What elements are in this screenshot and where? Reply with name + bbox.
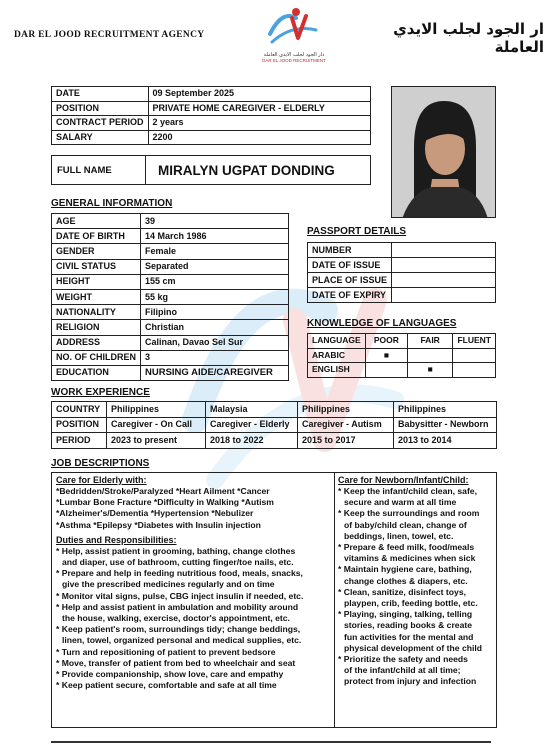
condition-line: *Alzheimer's/Dementia *Hypertension *Nebulizer	[56, 508, 254, 519]
newborn-duty-line: beddings, linen, towel, etc.	[344, 530, 454, 541]
candidate-photo	[391, 86, 496, 218]
children-value: 3	[141, 350, 289, 365]
table-row	[52, 214, 289, 229]
agency-name-english: DAR EL JOOD RECRUITMENT AGENCY	[14, 30, 205, 40]
portrait-icon	[392, 87, 496, 218]
religion-label: RELIGION	[52, 320, 141, 335]
country-value: Philippines	[298, 402, 394, 418]
newborn-duty-line: change clothes & diapers, etc.	[344, 575, 468, 586]
date-of-expiry-label: DATE OF EXPIRY	[308, 288, 392, 303]
contract-period-value: 2 years	[148, 116, 371, 131]
table-row	[52, 101, 371, 116]
age-value: 39	[141, 214, 289, 229]
contract-period-label: CONTRACT PERIOD	[52, 116, 149, 131]
duty-line: * Help and assist patient in ambulation and mobility around	[56, 601, 299, 612]
nationality-value: Filipino	[141, 305, 289, 320]
language-name: ARABIC	[308, 348, 366, 363]
newborn-duty-line: protect from injury and infection	[344, 676, 477, 687]
salary-label: SALARY	[52, 130, 149, 145]
position-label: POSITION	[52, 417, 107, 433]
duty-line: * Keep patient secure, comfortable and safe at all time	[56, 680, 277, 691]
table-row	[52, 87, 371, 102]
duty-line: * Prepare and help in feeding nutritious food, meals, snacks,	[56, 568, 303, 579]
duty-line: * Help, assist patient in grooming, bathing, change clothes	[56, 545, 296, 556]
poor-header: POOR	[365, 334, 407, 349]
table-row	[308, 288, 496, 303]
table-row	[308, 258, 496, 273]
work-experience-title: WORK EXPERIENCE	[51, 387, 150, 398]
general-information-title: GENERAL INFORMATION	[51, 198, 173, 209]
passport-number-value	[392, 243, 496, 258]
table-row	[52, 289, 289, 304]
date-of-issue-value	[392, 258, 496, 273]
poor-mark	[365, 363, 407, 378]
period-label: PERIOD	[52, 433, 107, 449]
newborn-duty-line: physical development of the child	[344, 642, 483, 653]
position-label: POSITION	[52, 101, 149, 116]
duty-line: * Keep patient's room, surroundings tidy; change beddings,	[56, 624, 301, 635]
passport-details-table	[307, 242, 496, 303]
table-row	[52, 350, 289, 365]
logo-mark-icon	[262, 4, 326, 52]
newborn-duty-line: of baby/child clean, change of	[344, 519, 467, 530]
newborn-duty-line: * Maintain hygiene care, bathing,	[338, 564, 472, 575]
language-header: LANGUAGE	[308, 334, 366, 349]
elderly-care-heading: Care for Elderly with:	[56, 475, 147, 485]
condition-line: *Lumbar Bone Fracture *Difficulty in Walking *Autism	[56, 497, 274, 508]
newborn-duty-line: playpen, crib, feeding bottle, etc.	[344, 598, 478, 609]
duties-heading: Duties and Responsibilities:	[56, 534, 177, 545]
newborn-care-heading: Care for Newborn/Infant/Child:	[338, 475, 469, 485]
place-of-issue-label: PLACE OF ISSUE	[308, 273, 392, 288]
table-row	[52, 229, 289, 244]
newborn-duty-line: of the infant/child at all time;	[344, 665, 461, 676]
table-row	[52, 433, 497, 449]
table-header-row	[308, 334, 496, 349]
date-of-expiry-value	[392, 288, 496, 303]
languages-title: KNOWLEDGE OF LANGUAGES	[307, 318, 457, 329]
column-divider	[334, 472, 335, 728]
newborn-care-column	[338, 474, 496, 688]
newborn-duty-line: * Keep the infant/child clean, safe,	[338, 486, 477, 496]
duty-line: * Provide companionship, show love, care and empathy	[56, 669, 284, 680]
fair-header: FAIR	[407, 334, 453, 349]
table-row	[52, 402, 497, 418]
duty-line: * Move, transfer of patient from bed to wheelchair and seat	[56, 657, 296, 668]
duty-line: linen, towel, organized personal and medical supplies, etc.	[62, 635, 302, 646]
period-value: 2023 to present	[107, 433, 206, 449]
newborn-duty-line: * Playing, singing, talking, telling	[338, 609, 473, 620]
newborn-duty-line: secure and warm at all time	[344, 497, 457, 508]
table-row	[52, 320, 289, 335]
position-value: Caregiver - Elderly	[206, 417, 298, 433]
position-value: PRIVATE HOME CAREGIVER - ELDERLY	[148, 101, 371, 116]
salary-value: 2200	[148, 130, 371, 145]
duty-line: * Turn and repositioning of patient to prevent bedsore	[56, 646, 276, 657]
duty-line: and diaper, use of bathroom, cutting finger/toe nails, etc.	[62, 557, 294, 568]
agency-name-arabic: ار الجود لجلب الايدي العاملة	[393, 20, 544, 56]
table-row	[52, 335, 289, 350]
condition-line: *Bedridden/Stroke/Paralyzed *Heart Ailment *Cancer	[56, 486, 270, 496]
passport-details-title: PASSPORT DETAILS	[307, 226, 407, 237]
table-row	[52, 417, 497, 433]
table-row	[308, 243, 496, 258]
newborn-duty-line: fun activities for the mental and	[344, 631, 474, 642]
poor-mark: ■	[365, 348, 407, 363]
place-of-issue-value	[392, 273, 496, 288]
elderly-care-column	[56, 474, 332, 691]
period-value: 2018 to 2022	[206, 433, 298, 449]
country-value: Philippines	[107, 402, 206, 418]
religion-value: Christian	[141, 320, 289, 335]
weight-label: WEIGHT	[52, 289, 141, 304]
fair-mark	[407, 348, 453, 363]
fluent-mark	[453, 348, 496, 363]
gender-value: Female	[141, 244, 289, 259]
agency-logo	[252, 4, 336, 70]
full-name-box	[51, 155, 371, 185]
job-descriptions-title: JOB DESCRIPTIONS	[51, 458, 150, 469]
country-value: Philippines	[394, 402, 497, 418]
fluent-mark	[453, 363, 496, 378]
table-row	[52, 274, 289, 289]
condition-line: *Asthma *Epilepsy *Diabetes with Insulin injection	[56, 519, 261, 530]
duty-line: give the prescribed medicines regularly and on time	[62, 579, 275, 590]
fair-mark: ■	[407, 363, 453, 378]
civil-status-value: Separated	[141, 259, 289, 274]
children-label: NO. OF CHILDREN	[52, 350, 141, 365]
newborn-duty-line: * Prepare & feed milk, food/meals	[338, 542, 475, 553]
education-label: EDUCATION	[52, 365, 141, 380]
table-row	[52, 259, 289, 274]
address-value: Calinan, Davao Sel Sur	[141, 335, 289, 350]
civil-status-label: CIVIL STATUS	[52, 259, 141, 274]
table-row	[52, 116, 371, 131]
position-value: Caregiver - On Call	[107, 417, 206, 433]
nationality-label: NATIONALITY	[52, 305, 141, 320]
work-experience-table	[51, 401, 497, 449]
period-value: 2015 to 2017	[298, 433, 394, 449]
dob-label: DATE OF BIRTH	[52, 229, 141, 244]
address-label: ADDRESS	[52, 335, 141, 350]
height-label: HEIGHT	[52, 274, 141, 289]
height-value: 155 cm	[141, 274, 289, 289]
bottom-divider	[51, 741, 491, 743]
general-information-table	[51, 213, 289, 381]
newborn-duty-line: * Prioritize the safety and needs	[338, 654, 468, 665]
newborn-duty-line: * Keep the surroundings and room	[338, 508, 480, 519]
table-row	[308, 273, 496, 288]
country-label: COUNTRY	[52, 402, 107, 418]
passport-number-label: NUMBER	[308, 243, 392, 258]
duty-line: * Monitor vital signs, pulse, CBG inject insulin if needed, etc.	[56, 590, 304, 601]
duty-line: the house, walking, exercise, doctor's appointment, etc.	[62, 613, 290, 624]
table-row	[308, 363, 496, 378]
gender-label: GENDER	[52, 244, 141, 259]
fluent-header: FLUENT	[453, 334, 496, 349]
period-value: 2013 to 2014	[394, 433, 497, 449]
date-value: 09 September 2025	[148, 87, 371, 102]
position-value: Babysitter - Newborn	[394, 417, 497, 433]
table-row	[52, 130, 371, 145]
age-label: AGE	[52, 214, 141, 229]
logo-text-english: DAR EL JOOD RECRUITMENT	[262, 58, 326, 63]
table-row	[52, 305, 289, 320]
logo-text-arabic: دار الجود لجلب الايدي العاملة	[263, 52, 325, 58]
position-value: Caregiver - Autism	[298, 417, 394, 433]
full-name-label: FULL NAME	[52, 156, 146, 184]
table-row	[308, 348, 496, 363]
table-row	[52, 244, 289, 259]
table-row	[52, 365, 289, 380]
newborn-duty-line: * Clean, sanitize, disinfect toys,	[338, 586, 466, 597]
date-label: DATE	[52, 87, 149, 102]
dob-value: 14 March 1986	[141, 229, 289, 244]
languages-table	[307, 333, 496, 378]
newborn-duty-line: vitamins & medicines when sick	[344, 553, 476, 564]
weight-value: 55 kg	[141, 289, 289, 304]
full-name-value: MIRALYN UGPAT DONDING	[158, 162, 335, 178]
country-value: Malaysia	[206, 402, 298, 418]
top-info-table	[51, 86, 371, 145]
language-name: ENGLISH	[308, 363, 366, 378]
newborn-duty-line: stories, reading books & create	[344, 620, 472, 631]
date-of-issue-label: DATE OF ISSUE	[308, 258, 392, 273]
education-value: NURSING AIDE/CAREGIVER	[141, 365, 289, 380]
